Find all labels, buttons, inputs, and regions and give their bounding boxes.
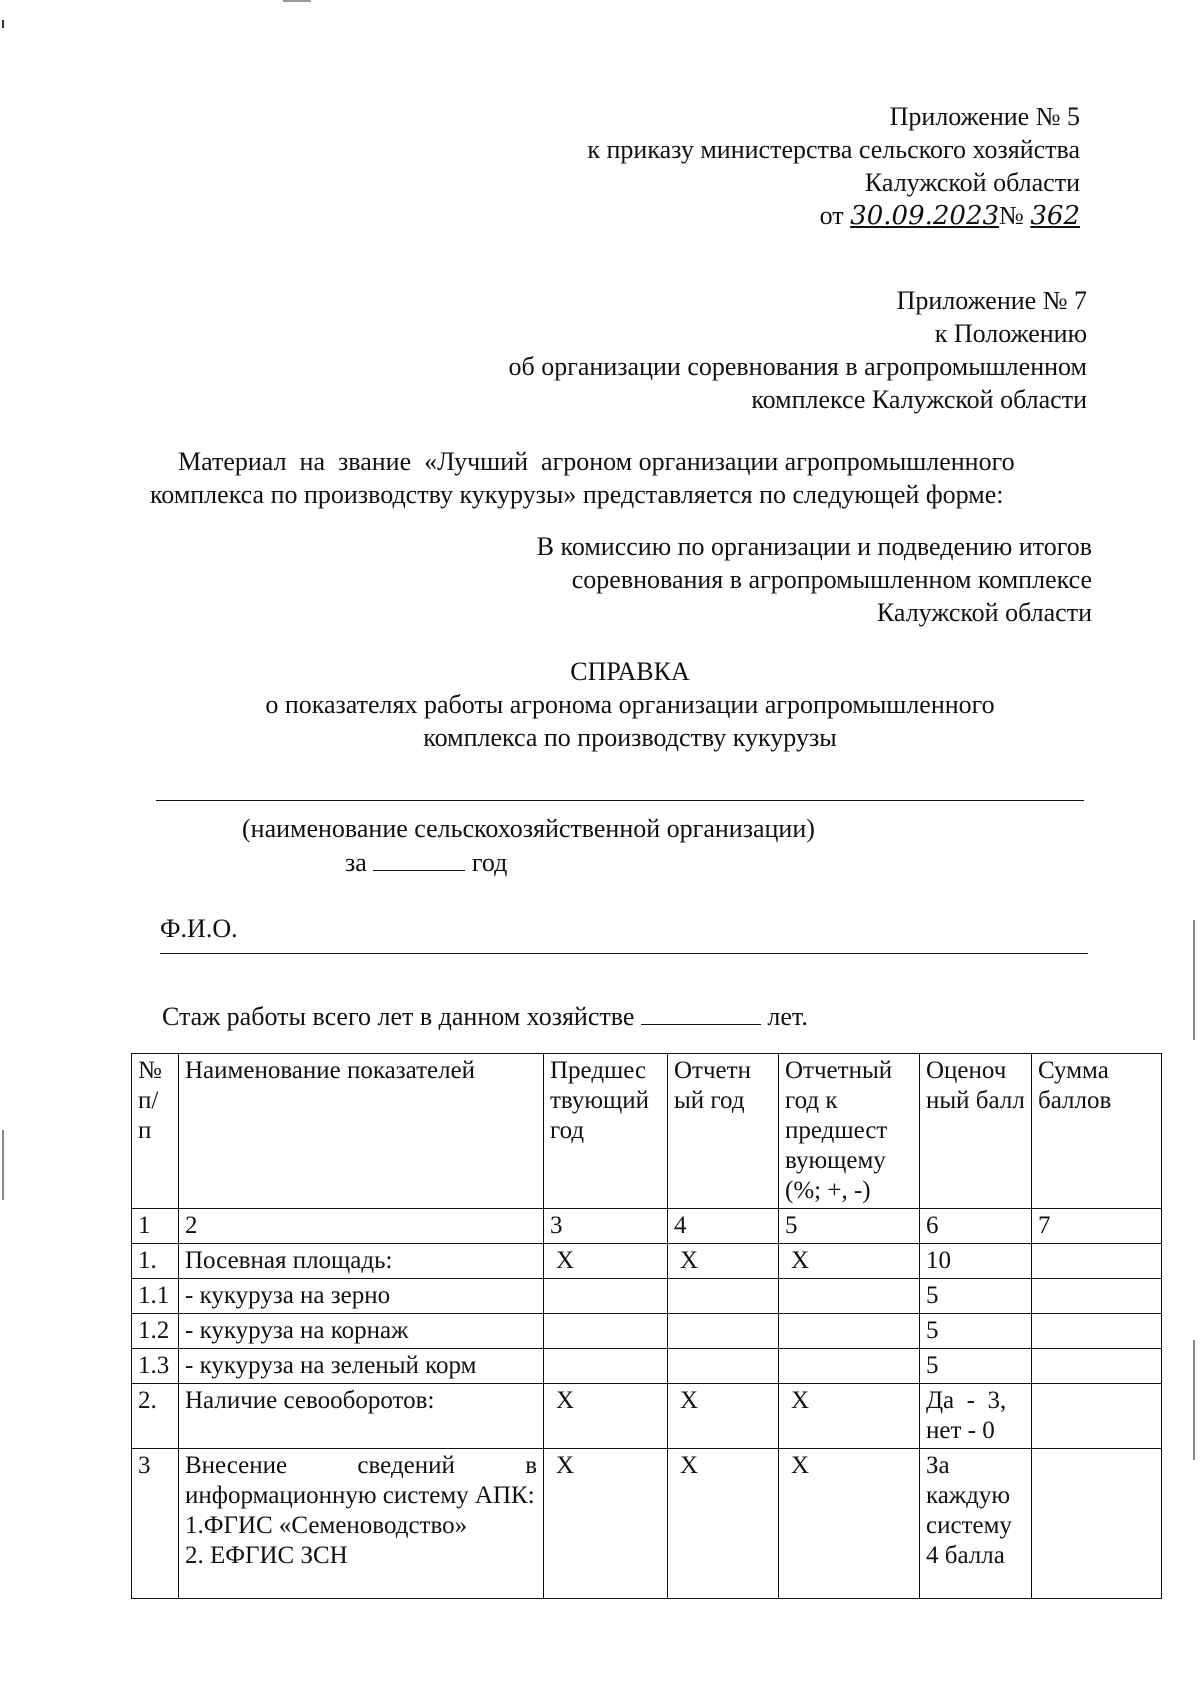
date-prefix: от [819, 201, 844, 230]
handwritten-number: 362 [1030, 201, 1080, 231]
row-report-year [668, 1279, 779, 1314]
row-report-year [668, 1314, 779, 1349]
table-row [132, 1244, 1162, 1279]
row-report-year: Х [668, 1244, 779, 1279]
table-row [132, 1349, 1162, 1384]
appendix5-date-line [380, 199, 1080, 233]
table-row [132, 1314, 1162, 1349]
row-name-line2: 1.ФГИС «Семеноводство» [185, 1512, 468, 1539]
header-cell: Оценоч ный балл [920, 1054, 1032, 1209]
row-number: 1.3 [132, 1349, 179, 1384]
header-cell: Сумма баллов [1032, 1054, 1162, 1209]
experience-line [162, 1000, 808, 1033]
row-sum [1032, 1244, 1162, 1279]
column-number-row [132, 1209, 1162, 1244]
table-row [132, 1279, 1162, 1314]
row-prev-year: Х [544, 1384, 668, 1449]
row-number: 2. [132, 1384, 179, 1449]
row-name-line1: Внесение сведений в информационную систему АПК: [185, 1452, 537, 1509]
appendix5-title: Приложение № 5 [889, 102, 1080, 131]
row-sum [1032, 1314, 1162, 1349]
scan-artifact [1193, 1340, 1195, 1460]
row-score: Да - 3, нет - 0 [920, 1384, 1032, 1449]
handwritten-date: 30.09.2023 [850, 201, 1000, 231]
fio-line [160, 953, 1088, 954]
column-number: 5 [779, 1209, 920, 1244]
org-name-line [156, 800, 1084, 801]
row-name: - кукуруза на зеленый корм [179, 1349, 544, 1384]
addressee-line1: В комиссию по организации и подведению итогов [536, 532, 1092, 561]
row-score: 5 [920, 1279, 1032, 1314]
experience-blank [641, 1002, 761, 1025]
intro-line2: комплекса по производству кукурузы» представляется по следующей форме: [150, 480, 1004, 509]
row-report-year: Х [668, 1449, 779, 1599]
row-number: 1. [132, 1244, 179, 1279]
row-name: Наличие севооборотов: [179, 1384, 544, 1449]
row-score: За каждую систему 4 балла [920, 1449, 1032, 1599]
addressee-line3: Калужской области [876, 598, 1092, 627]
number-prefix: № [999, 201, 1024, 230]
row-prev-year [544, 1279, 668, 1314]
experience-suffix: лет. [767, 1002, 808, 1031]
header-cell: Наименование показателей [179, 1054, 544, 1209]
row-sum [1032, 1349, 1162, 1384]
doc-subtitle-line1: о показателях работы агронома организации агропромышленного [265, 690, 995, 719]
row-name: Посевная площадь: [179, 1244, 544, 1279]
indicators-table [131, 1053, 1162, 1599]
row-number: 1.1 [132, 1279, 179, 1314]
org-caption: (наименование сельскохозяйственной организации) [242, 814, 815, 843]
scan-artifact [1193, 920, 1195, 1040]
appendix7-line3: об организации соревнования в агропромышленном [508, 352, 1087, 381]
year-prefix: за [345, 848, 367, 877]
column-number: 1 [132, 1209, 179, 1244]
header-cell: Отчетн ый год [668, 1054, 779, 1209]
appendix5-line2: к приказу министерства сельского хозяйства [587, 135, 1080, 164]
appendix7-block [387, 284, 1087, 416]
appendix5-block [380, 100, 1080, 233]
column-number: 4 [668, 1209, 779, 1244]
row-score: 10 [920, 1244, 1032, 1279]
column-number: 2 [179, 1209, 544, 1244]
doc-subtitle-line2: комплекса по производству кукурузы [423, 723, 837, 752]
column-number: 6 [920, 1209, 1032, 1244]
year-line [345, 846, 507, 879]
row-prev-year: Х [544, 1244, 668, 1279]
row-number: 3 [132, 1449, 179, 1599]
row-name: - кукуруза на корнаж [179, 1314, 544, 1349]
column-number: 7 [1032, 1209, 1162, 1244]
header-cell: № п/ п [132, 1054, 179, 1209]
row-prev-year [544, 1349, 668, 1384]
header-cell: Предшес твующий год [544, 1054, 668, 1209]
year-blank [373, 848, 465, 871]
row-prev-year: Х [544, 1449, 668, 1599]
table-row [132, 1384, 1162, 1449]
addressee-line2: соревнования в агропромышленном комплексе [571, 565, 1092, 594]
year-suffix: год [471, 848, 508, 877]
row-ratio: Х [779, 1244, 920, 1279]
row-ratio [779, 1314, 920, 1349]
table-header-row [132, 1054, 1162, 1209]
fio-label: Ф.И.О. [160, 914, 238, 943]
row-name: - кукуруза на зерно [179, 1279, 544, 1314]
row-sum [1032, 1384, 1162, 1449]
row-report-year: Х [668, 1384, 779, 1449]
appendix5-line3: Калужской области [864, 168, 1080, 197]
row-report-year [668, 1349, 779, 1384]
doc-title-block [200, 655, 1060, 754]
scan-artifact [2, 20, 4, 28]
intro-line1: Материал на звание «Лучший агроном организации агропромышленного [178, 447, 1015, 476]
appendix7-line4: комплексе Калужской области [751, 385, 1087, 414]
row-prev-year [544, 1314, 668, 1349]
doc-title: СПРАВКА [570, 657, 690, 686]
row-number: 1.2 [132, 1314, 179, 1349]
scan-artifact [2, 1130, 4, 1200]
row-ratio: Х [779, 1384, 920, 1449]
row-ratio [779, 1279, 920, 1314]
row-ratio [779, 1349, 920, 1384]
appendix7-line2: к Положению [934, 319, 1087, 348]
experience-prefix: Стаж работы всего лет в данном хозяйстве [162, 1002, 635, 1031]
row-sum [1032, 1279, 1162, 1314]
column-number: 3 [544, 1209, 668, 1244]
row-score: 5 [920, 1314, 1032, 1349]
header-cell: Отчетный год к предшест вующему (%; +, -) [779, 1054, 920, 1209]
row-name [179, 1449, 544, 1599]
scan-artifact [283, 0, 311, 2]
row-sum [1032, 1449, 1162, 1599]
row-score: 5 [920, 1349, 1032, 1384]
row-name-line3: 2. ЕФГИС ЗСН [185, 1542, 348, 1569]
appendix7-title: Приложение № 7 [896, 286, 1087, 315]
table-row [132, 1449, 1162, 1599]
addressee-block [392, 530, 1092, 629]
row-ratio: Х [779, 1449, 920, 1599]
